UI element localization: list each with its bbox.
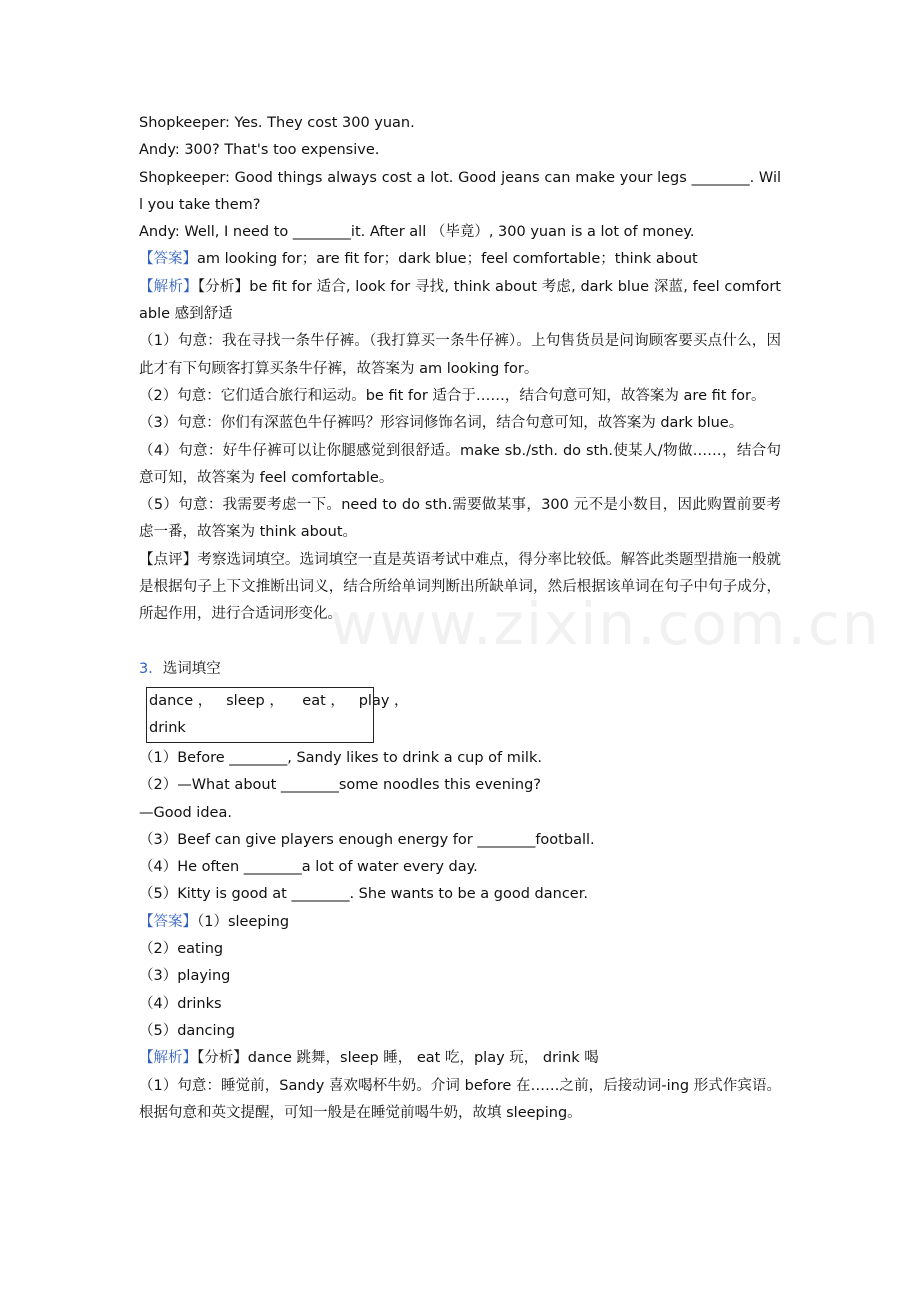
word-bank-line: dance ， sleep ， eat ， play ， bbox=[149, 692, 409, 709]
dialog-line: Andy: Well, I need to ________it. After all （毕竟）, 300 yuan is a lot of money. bbox=[139, 224, 695, 241]
answer-item: （1）sleeping bbox=[197, 913, 290, 930]
dialog-line: Andy: 300? That's too expensive. bbox=[139, 142, 380, 159]
analysis-text: 【分析】dance 跳舞，sleep 睡， eat 吃，play 玩， drink 喝 bbox=[197, 1050, 599, 1067]
dialog-line: Shopkeeper: Yes. They cost 300 yuan. bbox=[139, 115, 415, 131]
explanation-item: （2）句意：它们适合旅行和运动。be fit for 适合于……，结合句意可知，故答案为 are fit for。 bbox=[139, 387, 766, 404]
document-page bbox=[139, 110, 781, 1127]
analysis-line bbox=[139, 1045, 781, 1072]
explanation-item: （1）句意：睡觉前，Sandy 喜欢喝杯牛奶。介词 before 在……之前，后接动词-ing 形式作宾语。根据句意和英文提醒，可知一般是在睡觉前喝牛奶，故填 sleeping。 bbox=[139, 1077, 781, 1121]
answer-item: （4）drinks bbox=[139, 995, 222, 1012]
comment-paragraph: 【点评】考察选词填空。选词填空一直是英语考试中难点，得分率比较低。解答此类题型措施一般就是根据句子上下文推断出词义，结合所给单词判断出所缺单词，然后根据该单词在句子中句子成分，所起作用，进行合适词形变化。 bbox=[139, 551, 781, 623]
question-item: —Good idea. bbox=[139, 804, 232, 821]
question-item: （5）Kitty is good at ________. She wants to be a good dancer. bbox=[139, 886, 588, 903]
question-item: （3）Beef can give players enough energy for ________football. bbox=[139, 831, 595, 848]
section-spacer bbox=[139, 629, 781, 656]
answer-item: （2）eating bbox=[139, 941, 224, 958]
question-item: （1）Before ________, Sandy likes to drink a cup of milk. bbox=[139, 749, 542, 766]
dialog-line: Shopkeeper: Good things always cost a lot. Good jeans can make your legs ________. Will you take them? bbox=[139, 169, 781, 213]
answer-tag: 【答案】 bbox=[139, 913, 197, 930]
explanation-item: （4）句意：好牛仔裤可以让你腿感觉到很舒适。make sb./sth. do sth.使某人/物做……，结合句意可知，故答案为 feel comfortable。 bbox=[139, 442, 781, 486]
analysis-tag: 【解析】 bbox=[139, 278, 198, 295]
explanation-item: （1）句意：我在寻找一条牛仔裤。（我打算买一条牛仔裤）。上句售货员是问询顾客要买点什么，因此才有下句顾客打算买条牛仔裤，故答案为 am looking for。 bbox=[139, 333, 781, 377]
answer-tag: 【答案】 bbox=[139, 251, 197, 268]
answer-text: am looking for；are fit for；dark blue；feel comfortable；think about bbox=[197, 251, 698, 268]
question-item: （2）—What about ________some noodles this evening? bbox=[139, 777, 542, 794]
answer-item: （3）playing bbox=[139, 968, 231, 985]
explanation-item: （3）句意：你们有深蓝色牛仔裤吗？形容词修饰名词，结合句意可知，故答案为 dark blue。 bbox=[139, 415, 744, 432]
word-bank-box bbox=[146, 687, 409, 743]
answer-line bbox=[139, 246, 781, 273]
question-heading bbox=[139, 656, 781, 683]
analysis-line bbox=[139, 274, 781, 329]
watermark: www.zixin.com.cn bbox=[330, 590, 881, 658]
question-item: （4）He often ________a lot of water every day. bbox=[139, 859, 478, 876]
explanation-item: （5）句意：我需要考虑一下。need to do sth.需要做某事，300 元不是小数目，因此购置前要考虑一番，故答案为 think about。 bbox=[139, 497, 781, 541]
answer-line bbox=[139, 909, 781, 936]
question-title: 选词填空 bbox=[162, 660, 221, 677]
dialog-section bbox=[139, 110, 781, 246]
analysis-tag: 【解析】 bbox=[139, 1050, 197, 1067]
word-bank-line: drink bbox=[149, 719, 186, 736]
analysis-text: 【分析】be fit for 适合, look for 寻找, think about 考虑, dark blue 深蓝, feel comfortable 感到舒适 bbox=[139, 278, 781, 323]
question-number: 3． bbox=[139, 660, 163, 677]
answer-item: （5）dancing bbox=[139, 1022, 235, 1039]
